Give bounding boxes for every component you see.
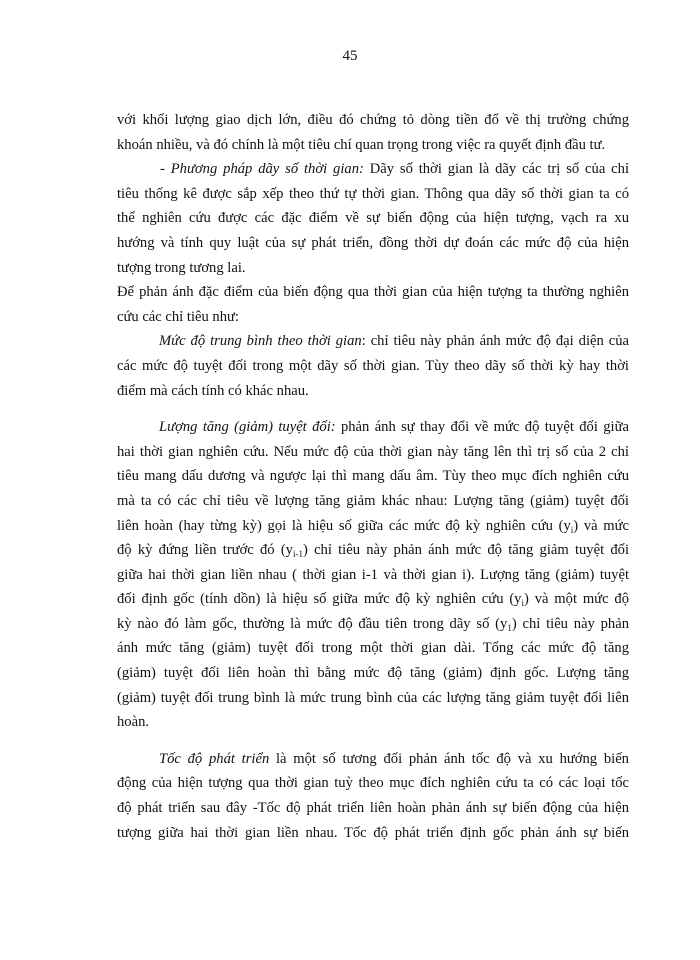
text-span: Dãy số thời gian là dãy các trị số của chỉ <box>363 161 629 178</box>
paragraph-growth-rate <box>117 747 629 845</box>
method-heading: - Phương pháp dãy số thời gian: <box>160 161 364 178</box>
text-line: với khối lượng giao dịch lớn, điều đó chứng tỏ dòng tiền đổ về thị trường chứng <box>117 112 629 128</box>
paragraph-cash-flow <box>117 108 629 157</box>
text-span: ) chỉ tiêu này phản ánh mức độ tăng giảm tuyệt đối <box>302 542 629 559</box>
text-line <box>117 157 629 182</box>
term-heading: Mức độ trung bình theo thời gian <box>159 333 362 350</box>
subscript: i-1 <box>292 549 303 560</box>
text-line: thể nghiên cứu được các đặc điểm về sự biến động của hiện tượng, vạch ra xu <box>117 210 629 227</box>
text-line: hướng và tính quy luật của sự phát triển, đồng thời dự đoán các mức độ của hiện <box>117 234 629 251</box>
text-span: là một số tương đối phản ánh tốc độ và xu hướng biến <box>269 750 629 767</box>
text-line: độ phát triển sau đây -Tốc độ phát triển liên hoàn phản ánh sự biến động của hiện <box>117 800 629 817</box>
text-span: kỳ nào đó làm gốc, thường là mức độ đầu tiên trong dãy số (y <box>117 615 508 632</box>
text-line <box>117 415 629 440</box>
subscript: i <box>521 598 524 609</box>
subscript: i <box>570 524 574 535</box>
text-line: (giảm) tuyệt đối liên hoàn thì bằng mức độ tăng (giảm) định gốc. Lượng tăng <box>117 665 629 682</box>
paragraph-indicators-intro <box>117 280 629 329</box>
text-line: các mức độ tuyệt đối trong một dãy số thời gian. Tùy theo dãy số thời kỳ hay thời <box>117 357 629 374</box>
text-line: động của hiện tượng qua thời gian tuỳ theo mục đích nghiên cứu ta có các loại tốc <box>117 775 629 792</box>
text-line: ánh mức tăng (giảm) tuyệt đối trong một thời gian dài. Tổng các mức độ tăng <box>117 640 629 657</box>
text-line: (giảm) tuyệt đối trung bình là mức trung bình của các lượng tăng giảm tuyệt đối liên <box>117 689 629 706</box>
body-text <box>117 108 629 845</box>
text-span: : chỉ tiêu này phản ánh mức độ đại diện của <box>361 333 629 350</box>
subscript: 1 <box>507 622 512 633</box>
text-line: mà ta có các chỉ tiêu về lượng tăng giảm khác nhau: Lượng tăng (giảm) tuyệt đối <box>117 492 629 509</box>
text-span: đối định gốc (tính dồn) là hiệu số giữa mức độ kỳ nghiên cứu (y <box>117 591 522 608</box>
text-line: tượng giữa hai thời gian liền nhau. Tốc độ phát triển định gốc phản ánh sự biến <box>117 824 629 841</box>
text-span: độ kỳ đứng liền trước đó (y <box>117 542 293 559</box>
text-line <box>117 514 629 539</box>
text-line: điểm mà cách tính có khác nhau. <box>117 382 309 399</box>
term-heading: Tốc độ phát triển <box>159 750 270 767</box>
text-line <box>117 747 629 772</box>
text-span: ) chỉ tiêu này phản <box>511 615 629 632</box>
paragraph-absolute-change <box>117 415 629 735</box>
paragraph-time-series-method <box>117 157 629 280</box>
text-line <box>117 612 629 637</box>
text-line: tiêu mang dấu dương và ngược lại thì mang dấu âm. Tùy theo mục đích nghiên cứu <box>117 468 629 485</box>
text-line: cứu các chỉ tiêu như: <box>117 308 239 325</box>
text-line <box>117 538 629 563</box>
text-span: liên hoàn (hay từng kỳ) gọi là hiệu số giữa các mức độ kỳ nghiên cứu (y <box>117 517 571 534</box>
text-line: hai thời gian nghiên cứu. Nếu mức độ của thời gian này tăng lên thì trị số của 2 chỉ <box>117 443 629 460</box>
text-line: hoàn. <box>117 714 150 731</box>
text-span: ) và một mức độ <box>524 591 629 608</box>
text-line: tượng trong tương lai. <box>117 259 246 276</box>
text-span: ) và mức <box>573 517 629 534</box>
text-line <box>117 329 629 354</box>
text-span: phản ánh sự thay đổi về mức độ tuyệt đối giữa <box>335 419 629 436</box>
page-number: 45 <box>342 48 358 64</box>
text-line: giữa hai thời gian liền nhau ( thời gian i-1 và thời gian i). Lượng tăng (giảm) tuyệt <box>117 566 629 583</box>
paragraph-average-level <box>117 329 629 403</box>
term-heading: Lượng tăng (giảm) tuyệt đối: <box>159 419 336 436</box>
text-line: khoán nhiều, và đó chính là một tiêu chí quan trọng trong việc ra quyết định đầu tư. <box>117 136 606 153</box>
text-line: tiêu thống kê được sắp xếp theo thứ tự thời gian. Thông qua dãy số thời gian ta có <box>117 185 629 202</box>
text-line <box>117 587 629 612</box>
text-line: Để phản ánh đặc điểm của biến động qua thời gian của hiện tượng ta thường nghiên <box>117 284 629 301</box>
